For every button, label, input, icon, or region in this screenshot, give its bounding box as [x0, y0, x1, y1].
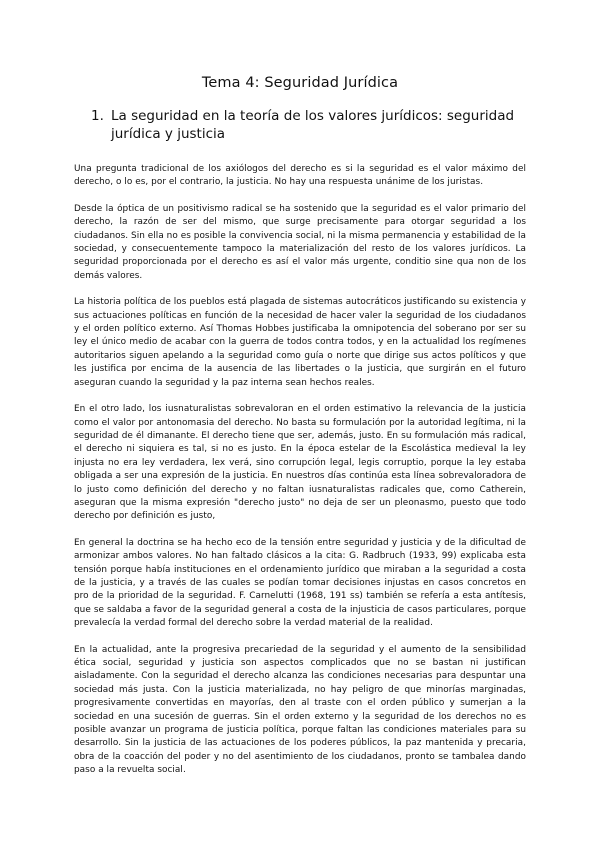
paragraph-positivism: Desde la óptica de un positivismo radical se ha sostenido que la seguridad es el valor primario del derecho, la razón de ser del mismo, que surge precisamente para otorgar seguridad a los ciudadanos. Sin ella no es posible la convivencia social, ni la misma permanencia y estabilidad de la sociedad, y consecuentemente tampoco la materialización del resto de los valores jurídicos. La seguridad proporcionada por el derecho es así el valor más urgente, conditio sine qua non de los demás valores.: [74, 203, 526, 281]
paragraph-current-situation: En la actualidad, ante la progresiva precariedad de la seguridad y el aumento de la sensibilidad ética social, seguridad y justicia son aspectos complicados que no se bastan ni justifican aisladamente. Con la seguridad el derecho alcanza las condiciones necesarias para despuntar una sociedad más justa. Con la justicia materializada, no hay peligro de que minorías marginadas, progresivamente convertidas en mayorías, den al traste con el orden público y sumerjan a la sociedad en una sucesión de guerras. Sin el orden externo y la seguridad de los derechos no es posible avanzar un programa de justicia política, porque faltan las condiciones materiales para su desarrollo. Sin la justicia de las actuaciones de los poderes públicos, la paz mantenida y precaria, obra de la coacción del poder y no del asentimiento de los ciudadanos, pronto se tambalea dando paso a la revuelta social.: [74, 644, 526, 776]
paragraph-iusnaturalism: En el otro lado, los iusnaturalistas sobrevaloran en el orden estimativo la relevancia de la justicia como el valor por antonomasia del derecho. No basta su formulación por la autoridad legítima, ni la seguridad de él dimanante. El derecho tiene que ser, además, justo. En su formulación más radical, el derecho ni siquiera es tal, si no es justo. En la época estelar de la Escolástica medieval la ley injusta no era ley verdadera, lex verá, sino corrupción legal, legis corruptio, porque la ley estaba obligada a ser una expresión de la justicia. En nuestros días continúa esta línea sobrevaloradora de lo justo como definición del derecho y no faltan iusnaturalistas radicales que, como Catherein, aseguran que la misma expresión "derecho justo" no deja de ser un pleonasmo, puesto que todo derecho por definición es justo,: [74, 404, 526, 522]
paragraph-axiology-question: Una pregunta tradicional de los axiólogos del derecho es si la seguridad es el valor máximo del derecho, o lo es, por el contrario, la justicia. No hay una respuesta unánime de los juristas.: [74, 164, 526, 188]
section-number: 1.: [91, 108, 104, 124]
section-heading: [74, 107, 526, 143]
paragraph-doctrine-tension: En general la doctrina se ha hecho eco de la tensión entre seguridad y justicia y de la dificultad de armonizar ambos valores. No han faltado clásicos a la cita: G. Radbruch (1933, 99) explicaba esta tensión porque había instituciones en el ordenamiento jurídico que miraban a la seguridad a costa de la justicia, y a través de las cuales se podían tomar decisiones injustas en casos concretos en pro de la prioridad de la seguridad. F. Carnelutti (1968, 191 ss) también se refería a esta antítesis, que se saldaba a favor de la seguridad general a costa de la injusticia de casos particulares, porque prevalecía la verdad formal del derecho sobre la verdad material de la realidad.: [74, 537, 526, 629]
page-title: Tema 4: Seguridad Jurídica: [201, 75, 399, 91]
paragraph-political-history: La historia política de los pueblos está plagada de sistemas autocráticos justificando su existencia y sus actuaciones políticas en función de la necesidad de hacer valer la seguridad de los ciudadanos y el orden político externo. Así Thomas Hobbes justificaba la omnipotencia del soberano por ser su ley el único medio de acabar con la guerra de todos contra todos, y en la actualidad los regímenes autoritarios siguen apelando a la seguridad como guía o norte que dirige sus actos políticos y que les justifica por encima de la ausencia de las libertades o la justicia, que surgirán en el futuro aseguran cuando la seguridad y la paz interna sean hechos reales.: [74, 297, 526, 388]
section-heading-text: La seguridad en la teoría de los valores jurídicos: seguridad jurídica y justicia: [111, 108, 515, 142]
